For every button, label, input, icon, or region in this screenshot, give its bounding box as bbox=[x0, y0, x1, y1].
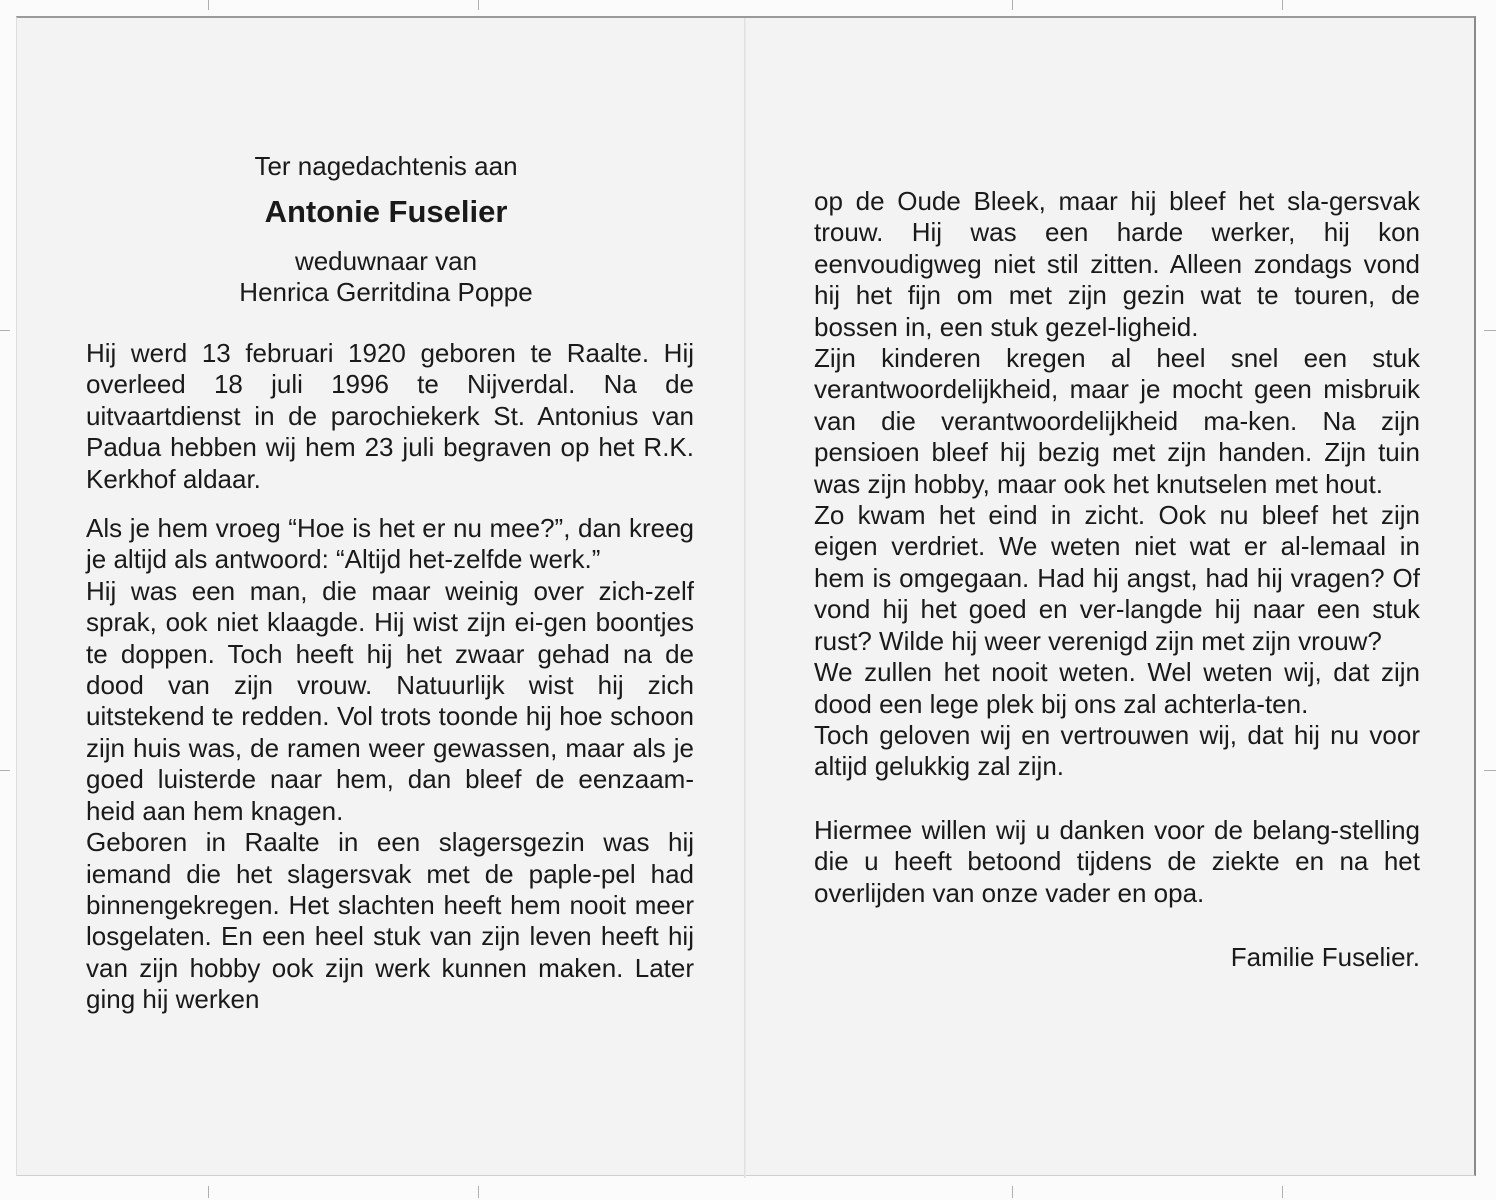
relation-text: weduwnaar van bbox=[294, 246, 478, 276]
biography-paragraph: Zo kwam het eind in zicht. Ook nu bleef het zijn eigen verdriet. We weten niet wat er al-lemaal in hem is omgegaan. Had hij angst, had hij vragen? Of vond hij het goed en ver-langde hij naar een stuk rust? Wilde hij weer verenigd zijn met zijn vrouw? bbox=[814, 500, 1420, 656]
crop-mark bbox=[1282, 0, 1283, 10]
crop-mark bbox=[478, 0, 479, 10]
intro-text: Ter nagedachtenis aan bbox=[254, 151, 518, 181]
deceased-name: Antonie Fuselier bbox=[264, 194, 508, 229]
crop-mark bbox=[208, 1186, 209, 1198]
thanks-paragraph: Hiermee willen wij u danken voor de belang-stelling die u heeft betoond tijdens de ziekte en na het overlijden van onze vader en opa. bbox=[814, 814, 1420, 908]
crop-mark bbox=[208, 0, 209, 10]
crop-mark bbox=[1484, 330, 1496, 331]
spouse-name: Henrica Gerritdina Poppe bbox=[239, 277, 533, 307]
card-fold-line bbox=[744, 18, 746, 1178]
crop-mark bbox=[1282, 1186, 1283, 1198]
crop-mark bbox=[1484, 770, 1496, 771]
biography-paragraph: op de Oude Bleek, maar hij bleef het sla-gersvak trouw. Hij was een harde werker, hij kon eenvoudigweg niet stil zitten. Alleen zondags vond hij het fijn om met zijn gezin wat te touren, de bossen in, een stuk gezel-ligheid. bbox=[814, 186, 1420, 342]
crop-mark bbox=[0, 770, 10, 771]
biography-paragraph: Als je hem vroeg “Hoe is het er nu mee?”, dan kreeg je altijd als antwoord: “Altijd het-zelfde werk.” bbox=[86, 513, 694, 575]
biography-paragraph: Toch geloven wij en vertrouwen wij, dat hij nu voor altijd gelukkig zal zijn. bbox=[814, 719, 1420, 782]
crop-mark bbox=[1012, 0, 1013, 10]
biography-paragraph: Zijn kinderen kregen al heel snel een stuk verantwoordelijkheid, maar je mocht geen misbruik van die verantwoordelijkheid ma-ken. Na zijn pensioen bleef hij bezig met zijn handen. Zijn tuin was zijn hobby, maar ook het knutselen met hout. bbox=[814, 343, 1420, 499]
crop-mark bbox=[0, 330, 10, 331]
biography-paragraph: Hij was een man, die maar weinig over zich-zelf sprak, ook niet klaagde. Hij wist zijn ei-gen boontjes te doppen. Toch heeft hij het zwaar gehad na de dood van zijn vrouw. Natuurlijk wist hij zich uitstekend te redden. Vol trots toonde hij hoe schoon zijn huis was, de ramen weer gewassen, maar als je goed luisterde naar hem, dan bleef de eenzaam-heid aan hem knagen. bbox=[86, 575, 694, 826]
family-signature: Familie Fuselier. bbox=[1230, 941, 1420, 972]
crop-mark bbox=[1012, 1186, 1013, 1198]
memorial-header bbox=[86, 150, 686, 308]
right-page bbox=[814, 186, 1420, 973]
left-page bbox=[86, 150, 694, 1016]
biography-paragraph: Geboren in Raalte in een slagersgezin was hij iemand die het slagersvak met de paple-pel had binnengekregen. Het slachten heeft hem nooit meer losgelaten. En een heel stuk van zijn leven heeft hij van zijn hobby ook zijn werk kunnen maken. Later ging hij werken bbox=[86, 827, 694, 1015]
biography-paragraph: Hij werd 13 februari 1920 geboren te Raalte. Hij overleed 18 juli 1996 te Nijverdal. Na de uitvaartdienst in de parochiekerk St. Antonius van Padua hebben wij hem 23 juli begraven op het R.K. Kerkhof aldaar. bbox=[86, 338, 694, 494]
crop-mark bbox=[478, 1186, 479, 1198]
biography-paragraph: We zullen het nooit weten. Wel weten wij, dat zijn dood een lege plek bij ons zal achterla-ten. bbox=[814, 657, 1420, 719]
